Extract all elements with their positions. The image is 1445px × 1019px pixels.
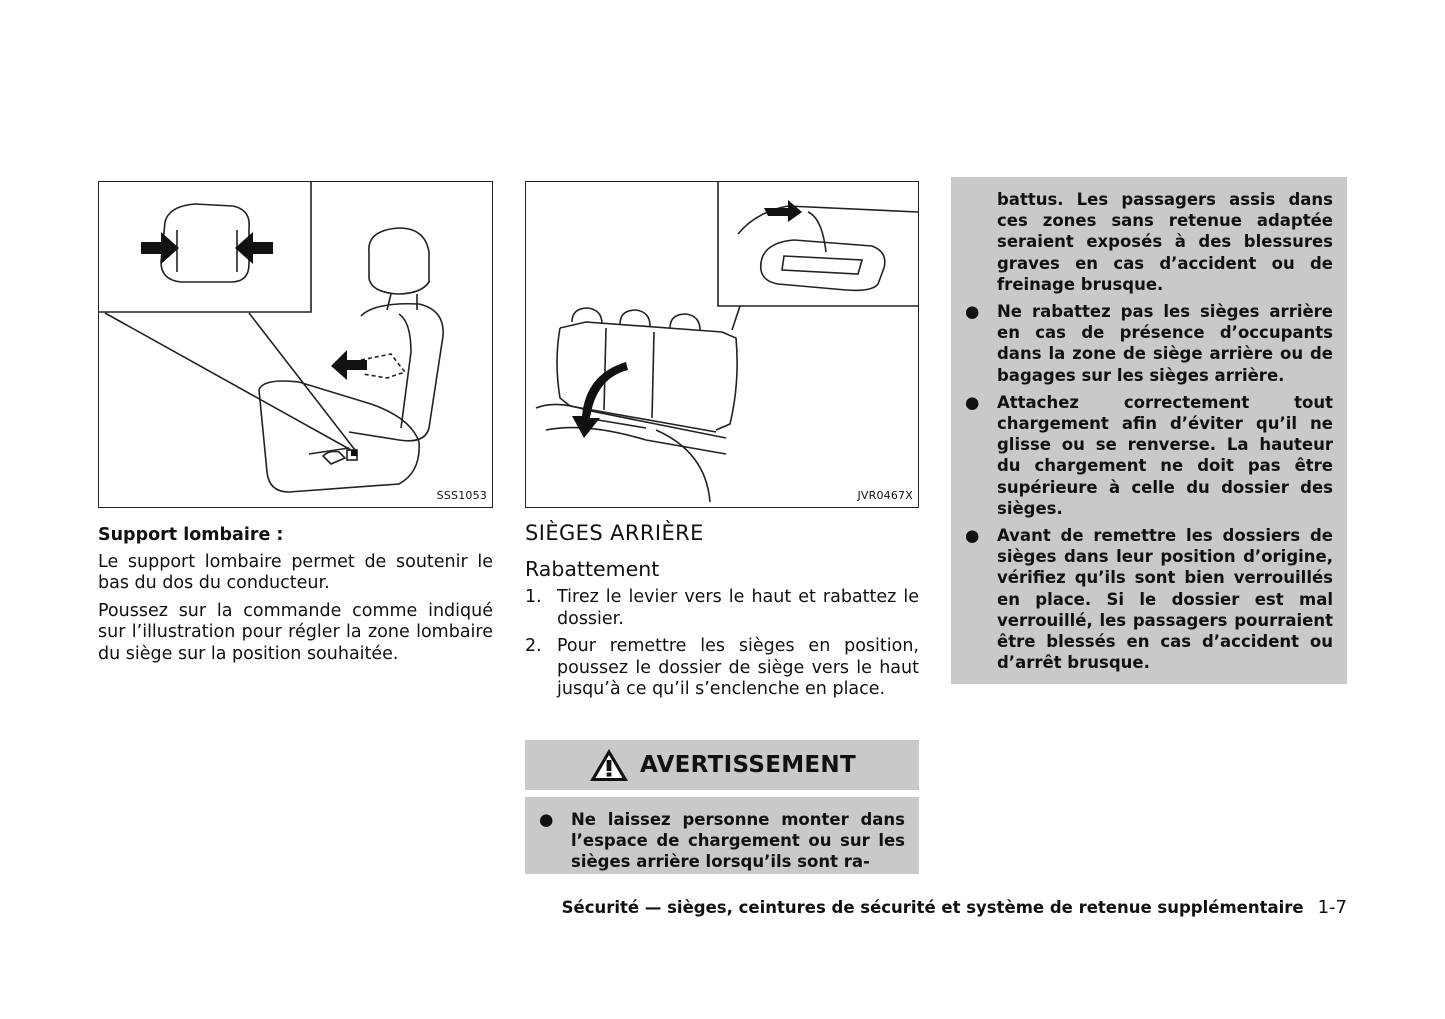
figure-code: JVR0467X (857, 489, 913, 502)
page-footer (562, 897, 1347, 918)
warning-continuation: battus. Les passagers assis dans ces zones sans retenue adaptée seraient exposés à des blessures graves en cas d’accident ou de freinage brusque. (997, 190, 1333, 294)
lumbar-paragraph-1: Le support lombaire permet de soutenir le bas du dos du conducteur. (98, 551, 493, 593)
bullet-icon: ● (965, 392, 980, 412)
list-item (951, 525, 1333, 673)
bullet-icon: ● (539, 810, 554, 829)
bullet-icon: ● (965, 526, 980, 546)
warning-body-part-1 (525, 797, 919, 874)
lumbar-section (98, 525, 493, 665)
list-item (525, 636, 919, 701)
page-number: 1-7 (1317, 897, 1347, 918)
section-subtitle: Rabattement (525, 557, 660, 581)
lumbar-support-illustration (99, 182, 492, 507)
warning-triangle-icon (588, 747, 630, 783)
figure-code: SSS1053 (436, 489, 487, 502)
warning-title: AVERTISSEMENT (640, 752, 856, 778)
warning-body-part-2 (951, 177, 1347, 684)
rear-seat-illustration (526, 182, 918, 507)
list-item (525, 809, 905, 873)
warning-bullet-text: Ne laissez personne monter dans l’espace de chargement ou sur les sièges arrière lorsqu’ils sont ra- (571, 810, 905, 872)
warning-bullet-text: Attachez correctement tout chargement afin d’éviter qu’il ne glisse ou se renverse. La hauteur du chargement ne doit pas être supérieure à celle du dossier des sièges. (997, 392, 1333, 518)
section-title: SIÈGES ARRIÈRE (525, 521, 704, 545)
list-item (951, 301, 1333, 386)
lumbar-support-figure (98, 181, 493, 508)
footer-section-title: Sécurité — sièges, ceintures de sécurité et système de retenue supplémentaire (561, 898, 1304, 917)
step-text: Pour remettre les sièges en position, poussez le dossier de siège vers le haut jusqu’à ce qu’il s’enclenche en place. (557, 636, 919, 699)
warning-header (525, 740, 919, 790)
step-number: 2. (525, 636, 542, 656)
steps-list (525, 587, 919, 701)
list-item (525, 587, 919, 630)
lumbar-paragraph-2: Poussez sur la commande comme indiqué sur l’illustration pour régler la zone lombaire du siège sur la position souhaitée. (98, 600, 493, 664)
list-item (951, 392, 1333, 519)
rear-seat-figure (525, 181, 919, 508)
bullet-icon: ● (965, 302, 980, 322)
warning-bullet-text: Avant de remettre les dossiers de sièges dans leur position d’origine, vérifiez qu’ils sont bien verrouillés en place. Si le dossier est mal verrouillé, les passagers pourraient être blessés en cas d’accident ou d’arrêt brusque. (997, 526, 1333, 673)
step-number: 1. (525, 587, 542, 607)
lumbar-heading: Support lombaire : (98, 525, 284, 545)
rear-seats-section (525, 521, 919, 707)
step-text: Tirez le levier vers le haut et rabattez le dossier. (557, 587, 919, 629)
warning-bullet-text: Ne rabattez pas les sièges arrière en cas de présence d’occupants dans la zone de siège arrière ou de bagages sur les sièges arrière. (997, 302, 1333, 385)
